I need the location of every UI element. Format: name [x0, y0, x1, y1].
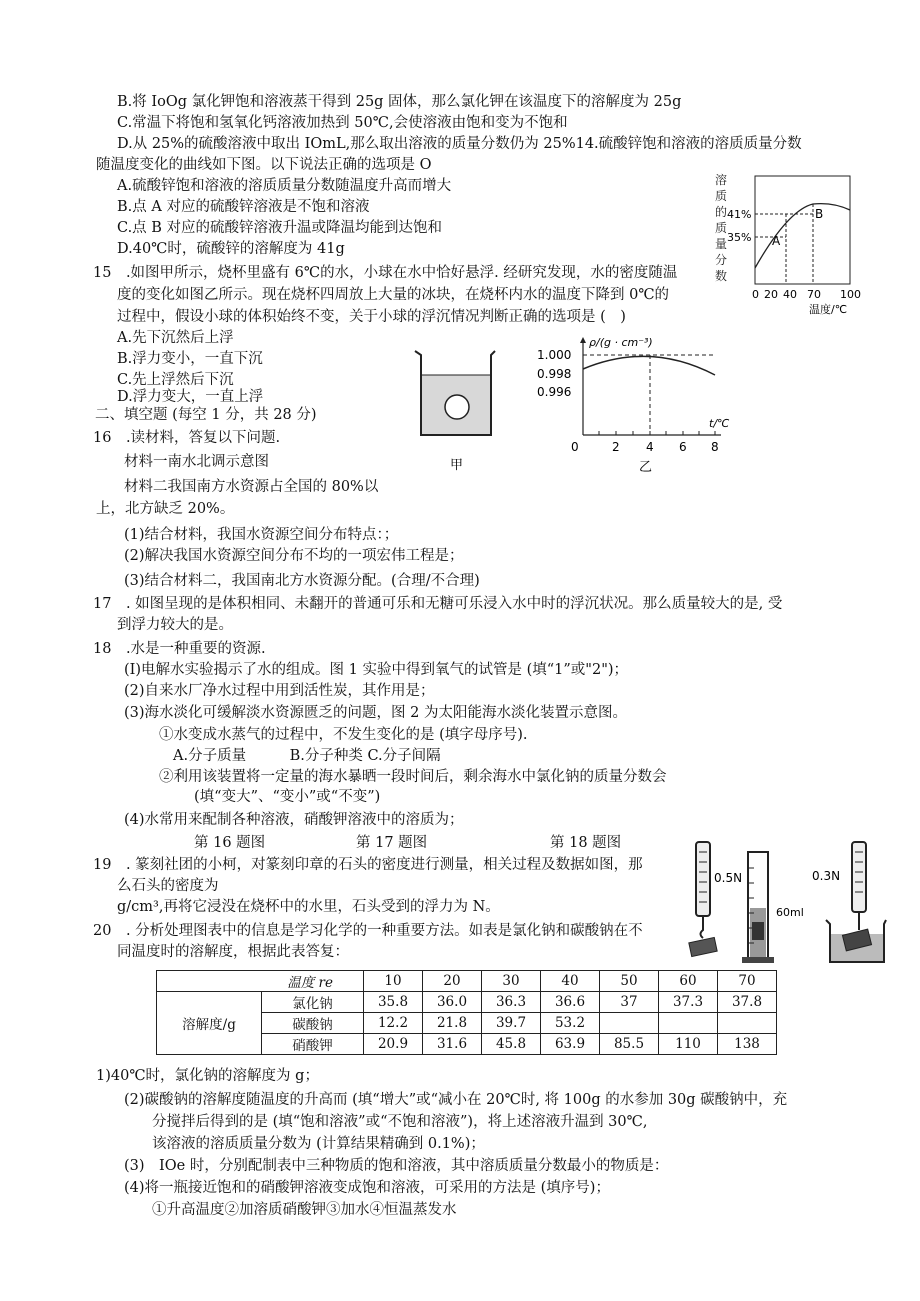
value-cell: 31.6 — [423, 1034, 482, 1055]
scale-reading: 0.3N — [812, 869, 841, 883]
x-tick: 0 — [752, 288, 759, 301]
q18-part3-sub1-options: A.分子质量 B.分子种类 C.分子间隔 — [173, 748, 441, 764]
question-20-line2: 同温度时的溶解度，根据此表答复： — [117, 944, 349, 960]
y-arrow — [580, 337, 586, 343]
x-tick: 70 — [807, 288, 821, 301]
x-axis-label: t/℃ — [709, 417, 730, 430]
value-cell: 36.6 — [541, 992, 600, 1013]
q16-part2: (2)解决我国水资源空间分布不均的一项宏伟工程是； — [124, 548, 464, 564]
q20-part3: (3) IOe 时，分别配制表中三种物质的饱和溶液，其中溶质质量分数最小的物质是： — [124, 1158, 669, 1174]
table-row — [157, 992, 777, 1013]
y-tick-41: 41% — [727, 208, 752, 221]
value-cell: 138 — [718, 1034, 777, 1055]
value-cell: 37 — [600, 992, 659, 1013]
question-15-line3: 过程中，假设小球的体积始终不变，关于小球的浮沉情况判断正确的选项是 ( ) — [117, 309, 626, 325]
value-cell: 36.0 — [423, 992, 482, 1013]
x-tick: 8 — [711, 440, 719, 454]
q20-part4: (4)将一瓶接近饱和的硝酸钾溶液变成饱和溶液，可采用的方法是 (填序号)； — [124, 1180, 610, 1196]
x-tick: 2 — [612, 440, 620, 454]
ylabel-char: 数 — [715, 269, 728, 283]
q20-part4-options: ①升高温度②加溶质硝酸钾③加水④恒温蒸发水 — [152, 1202, 457, 1218]
ylabel-char: 质 — [715, 189, 728, 203]
table-header-row — [157, 971, 777, 992]
question-19-line2: 么石头的密度为 — [117, 878, 219, 894]
option-b: B.点 A 对应的硫酸锌溶液是不饱和溶液 — [117, 199, 370, 215]
temp-cell: 10 — [364, 971, 423, 992]
temp-cell: 40 — [541, 971, 600, 992]
density-curve — [583, 356, 715, 375]
value-cell: 39.7 — [482, 1013, 541, 1034]
option-a: A.先下沉然后上浮 — [117, 330, 234, 346]
substance-name: 氯化钠 — [262, 992, 364, 1013]
zinc-sulfate-curve-figure — [703, 170, 863, 320]
value-cell — [718, 1013, 777, 1034]
stone-density-figure — [684, 838, 888, 970]
x-tick: 100 — [840, 288, 861, 301]
temp-cell: 50 — [600, 971, 659, 992]
q20-part2-cont2: 该溶液的溶质质量分数为 (计算结果精确到 0.1%)； — [152, 1136, 485, 1152]
temp-cell: 20 — [423, 971, 482, 992]
substance-name: 硝酸钾 — [262, 1034, 364, 1055]
ylabel-char: 的 — [715, 205, 728, 219]
option-14c: C.常温下将饱和氢氧化钙溶液加热到 50℃,会使溶液由饱和变为不饱和 — [117, 115, 568, 131]
q18-part4: (4)水常用来配制各种溶液，硝酸钾溶液中的溶质为； — [124, 812, 464, 828]
value-cell: 85.5 — [600, 1034, 659, 1055]
material-2-cont: 上，北方缺乏 20%。 — [96, 501, 235, 517]
stone-in-cylinder — [752, 922, 764, 940]
q18-part3: (3)海水淡化可缓解淡水资源匮乏的问题，图 2 为太阳能海水淡化装置示意图。 — [124, 705, 627, 721]
question-19-line3: g/cm³,再将它浸没在烧杯中的水里，石头受到的浮力为 N。 — [117, 899, 500, 915]
option-a: A.硫酸锌饱和溶液的溶质质量分数随温度升高而增大 — [117, 178, 452, 194]
y-tick: 1.000 — [537, 348, 572, 362]
value-cell: 35.8 — [364, 992, 423, 1013]
material-1: 材料一南水北调示意图 — [124, 454, 269, 470]
option-14d-question-14: D.从 25%的硫酸溶液中取出 IOmL,那么取出溶液的质量分数仍为 25%14.硫酸锌饱和溶液的溶质质量分数 — [117, 136, 802, 152]
value-cell: 37.8 — [718, 992, 777, 1013]
scale-reading: 0.5N — [714, 871, 743, 885]
x-tick: 4 — [646, 440, 654, 454]
question-19: 19 . 篆刻社团的小柯，对篆刻印章的石头的密度进行测量，相关过程及数据如图，那 — [93, 857, 643, 873]
solubility-label: 溶解度/g — [157, 992, 262, 1055]
x-tick: 6 — [679, 440, 687, 454]
value-cell: 63.9 — [541, 1034, 600, 1055]
spring-scale — [696, 842, 710, 916]
ylabel-char: 质 — [715, 221, 728, 235]
q18-part3-sub1: ①水变成水蒸气的过程中，不发生变化的是 (填字母序号). — [159, 727, 528, 743]
value-cell — [659, 1013, 718, 1034]
x-axis-label: 温度/℃ — [809, 303, 848, 316]
beaker-figure — [405, 345, 505, 477]
section-title: 二、填空题 (每空 1 分，共 28 分) — [95, 407, 317, 423]
option-14b: B.将 IoOg 氯化钾饱和溶液蒸干得到 25g 固体，那么氯化钾在该温度下的溶解度为 25g — [117, 94, 682, 110]
temp-cell: 70 — [718, 971, 777, 992]
y-axis-label: ρ/(g · cm⁻³) — [589, 336, 653, 349]
y-tick: 0.998 — [537, 367, 572, 381]
q18-part1: (I)电解水实验揭示了水的组成。图 1 实验中得到氧气的试管是 (填“1”或"2")； — [124, 662, 629, 678]
y-tick: 0.996 — [537, 385, 572, 399]
cylinder-base — [742, 957, 774, 963]
x-tick: 20 — [764, 288, 778, 301]
ylabel-char: 溶 — [715, 173, 728, 187]
caption-fig17: 第 17 题图 — [356, 835, 428, 851]
question-14-stem: 随温度变化的曲线如下图。以下说法正确的选项是 O — [96, 157, 432, 173]
question-15-line2: 度的变化如图乙所示。现在烧杯四周放上大量的冰块，在烧杯内水的温度下降到 0℃的 — [117, 287, 670, 303]
value-cell: 37.3 — [659, 992, 718, 1013]
q16-part1: (1)结合材料，我国水资源空间分布特点：； — [124, 527, 399, 543]
value-cell: 12.2 — [364, 1013, 423, 1034]
option-d: D.40℃时，硫酸锌的溶解度为 41g — [117, 241, 345, 257]
q20-part2: (2)碳酸钠的溶解度随温度的升高而 (填“增大”或“减小在 20℃时, 将 100g 的水参加 30g 碳酸钠中，充 — [124, 1092, 788, 1108]
ylabel-char: 分 — [715, 253, 728, 267]
option-b: B.浮力变小，一直下沉 — [117, 351, 263, 367]
q16-part3: (3)结合材料二，我国南北方水资源分配。(合理/不合理) — [124, 573, 480, 589]
figure-caption: 甲 — [450, 458, 464, 473]
point-b-label: B — [815, 207, 824, 221]
volume-reading: 60ml — [776, 906, 804, 919]
value-cell: 53.2 — [541, 1013, 600, 1034]
value-cell: 20.9 — [364, 1034, 423, 1055]
question-17-line2: 到浮力较大的是。 — [117, 617, 233, 633]
question-20: 20 . 分析处理图表中的信息是学习化学的一种重要方法。如表是氯化钠和碳酸钠在不 — [93, 923, 643, 939]
y-tick-35: 35% — [727, 231, 752, 244]
temp-cell: 60 — [659, 971, 718, 992]
x-tick: 40 — [783, 288, 797, 301]
value-cell: 36.3 — [482, 992, 541, 1013]
ball — [445, 395, 469, 419]
q18-part3-sub2-cont: (填“变大”、“变小”或“不变”) — [194, 789, 381, 805]
temp-cell: 30 — [482, 971, 541, 992]
value-cell — [600, 1013, 659, 1034]
value-cell: 21.8 — [423, 1013, 482, 1034]
ylabel-char: 量 — [715, 237, 728, 251]
x-tick: 0 — [571, 440, 579, 454]
substance-name: 碳酸钠 — [262, 1013, 364, 1034]
option-c: C.先上浮然后下沉 — [117, 372, 234, 388]
solubility-curve — [755, 204, 850, 268]
q18-part3-sub2: ②利用该装置将一定量的海水暴晒一段时间后，剩余海水中氯化钠的质量分数会 — [159, 769, 667, 785]
density-chart-figure — [533, 335, 768, 480]
q20-part2-cont: 分搅拌后得到的是 (填“饱和溶液”或“不饱和溶液”)，将上述溶液升温到 30℃, — [152, 1114, 648, 1130]
q18-part2: (2)自来水厂净水过程中用到活性炭，其作用是； — [124, 683, 435, 699]
material-2: 材料二我国南方水资源占全国的 80%以 — [124, 479, 379, 495]
value-cell: 110 — [659, 1034, 718, 1055]
stone — [689, 937, 717, 956]
figure-caption: 乙 — [639, 460, 653, 475]
caption-fig16: 第 16 题图 — [194, 835, 266, 851]
value-cell: 45.8 — [482, 1034, 541, 1055]
temperature-header: 温度 re — [157, 971, 364, 992]
point-a-label: A — [772, 234, 781, 248]
option-d: D.浮力变大，一直上浮 — [117, 389, 264, 405]
question-17: 17 . 如图呈现的是体积相同、未翻开的普通可乐和无糖可乐浸入水中时的浮沉状况。那么质量较大的是, 受 — [93, 596, 783, 612]
q20-part1: 1)40℃时，氯化钠的溶解度为 g； — [96, 1068, 319, 1084]
plot-frame — [755, 176, 850, 284]
question-18: 18 .水是一种重要的资源. — [93, 641, 266, 657]
question-15: 15 .如图甲所示，烧杯里盛有 6℃的水，小球在水中恰好悬浮. 经研究发现，水的密度随温 — [93, 265, 678, 281]
caption-fig18: 第 18 题图 — [550, 835, 622, 851]
solubility-table — [156, 970, 777, 1055]
hook — [701, 916, 704, 938]
question-16: 16 .读材料，答复以下问题. — [93, 430, 281, 446]
option-c: C.点 B 对应的硫酸锌溶液升温或降温均能到达饱和 — [117, 220, 443, 236]
